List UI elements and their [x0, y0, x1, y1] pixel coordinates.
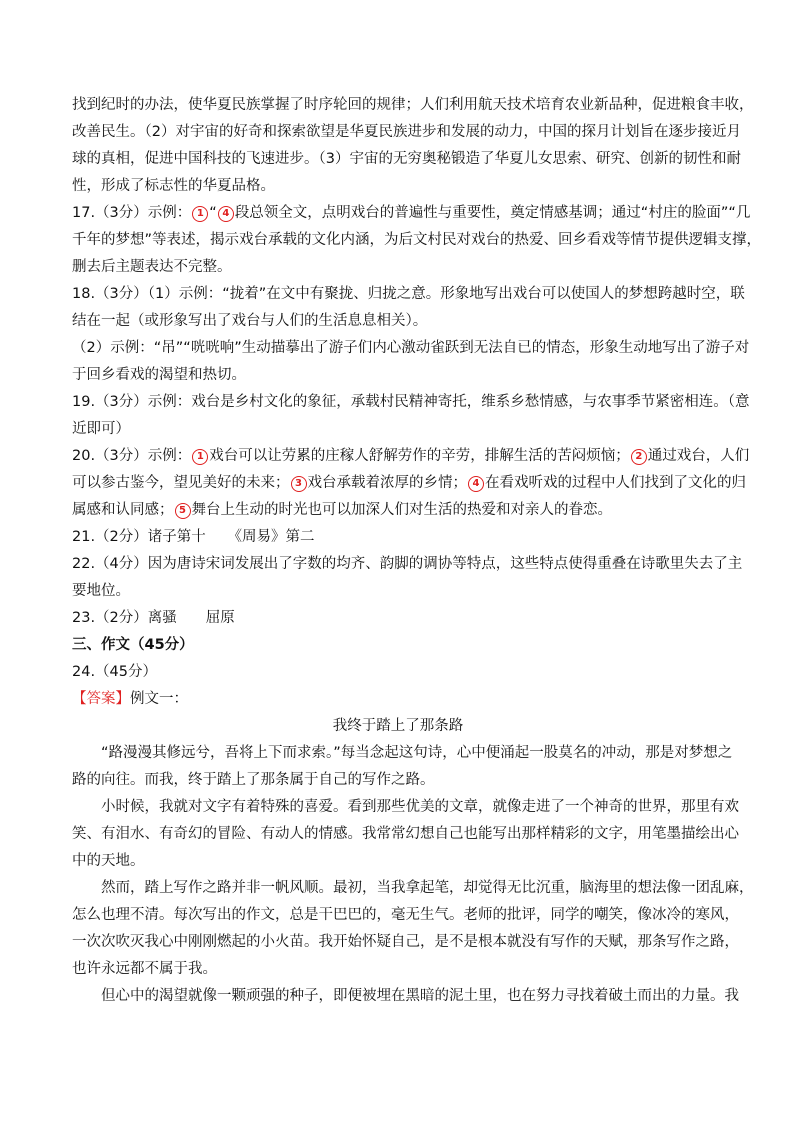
answer-label: 【答案】 — [72, 691, 130, 707]
q20-text: 可以参古鉴今，望见美好的未来； — [72, 475, 290, 491]
q20-line — [72, 470, 746, 497]
text-line: 21.（2分）诸子第十 《周易》第二 — [72, 529, 315, 545]
text-line: 性，形成了标志性的华夏品格。 — [72, 178, 275, 194]
text-line: 18.（3分）（1）示例：“拢着”在文中有聚拢、归拢之意。形象地写出戏台可以使国人的梦想跨越时空，联 — [72, 286, 745, 302]
q20-head: 20.（3分）示例： — [72, 448, 192, 464]
text-line: 改善民生。（2）对宇宙的好奇和探索欲望是华夏民族进步和发展的动力，中国的探月计划旨在逐步接近月 — [72, 124, 741, 140]
circled-number: 3 — [291, 476, 307, 492]
text-line: 要地位。 — [72, 583, 130, 599]
q20-text: 舞台上生动的时光也可以加深人们对生活的热爱和对亲人的眷恋。 — [191, 502, 612, 518]
text-line: 19.（3分）示例：戏台是乡村文化的象征，承载村民精神寄托，维系乡愁情感，与农事季节紧密相连。（意 — [72, 394, 750, 410]
circled-number: 1 — [192, 449, 208, 465]
q20-text: 通过戏台，人们 — [647, 448, 750, 464]
text-line: 找到纪时的办法，使华夏民族掌握了时序轮回的规律；人们利用航天技术培育农业新品种，促进粮食丰收， — [72, 97, 754, 113]
text-line: 千年的梦想”等表述，揭示戏台承载的文化内涵，为后文村民对戏台的热爱、回乡看戏等情节提供逻辑支撑， — [72, 232, 762, 248]
essay-line: 然而，踏上写作之路并非一帆风顺。最初，当我拿起笔，却觉得无比沉重，脑海里的想法像一团乱麻， — [101, 880, 754, 896]
section-heading: 三、作文（45分） — [72, 637, 194, 653]
q20-line — [72, 497, 724, 524]
answer-text: 例文一： — [130, 691, 188, 707]
text-line: 22.（4分）因为唐诗宋词发展出了字数的均齐、韵脚的调协等特点，这些特点使得重叠在诗歌里失去了主 — [72, 556, 743, 572]
essay-line: “路漫漫其修远兮，吾将上下而求索。”每当念起这句诗，心中便涌起一股莫名的冲动，那是对梦想之 — [101, 745, 733, 761]
text-line: 24.（45分） — [72, 664, 158, 680]
essay-line: 也许永远都不属于我。 — [72, 961, 217, 977]
text-line: 球的真相，促进中国科技的飞速进步。（3）宇宙的无穷奥秘锻造了华夏儿女思索、研究、创新的韧性和耐 — [72, 151, 741, 167]
text-line: （2）示例：“吊”“咣咣响”生动描摹出了游子们内心激动雀跃到无法自已的情态，形象生动地写出了游子对 — [72, 340, 750, 356]
q17-text: 段总领全文，点明戏台的普遍性与重要性，奠定情感基调；通过“村庄的脸面”“几 — [234, 205, 751, 221]
circled-number: 1 — [192, 206, 208, 222]
essay-line: 路的向往。而我，终于踏上了那条属于自己的写作之路。 — [72, 772, 435, 788]
essay-line: 小时候，我就对文字有着特殊的喜爱。看到那些优美的文章，就像走进了一个神奇的世界，那里有欢 — [101, 799, 739, 815]
circled-number: 4 — [218, 206, 234, 222]
q20-text: 属感和认同感； — [72, 502, 174, 518]
q17-head: 17.（3分）示例： — [72, 205, 192, 221]
quote-mark: “ — [209, 205, 217, 221]
q17-line — [72, 200, 751, 227]
answer-line — [72, 686, 724, 713]
essay-line: 但心中的渴望就像一颗顽强的种子，即便被埋在黑暗的泥土里，也在努力寻找着破土而出的力量。我 — [101, 988, 739, 1004]
document-page — [72, 92, 762, 1010]
q20-text: 戏台承载着浓厚的乡情； — [307, 475, 467, 491]
q20-text: 在看戏听戏的过程中人们找到了文化的归 — [485, 475, 746, 491]
text-line: 结在一起（或形象写出了戏台与人们的生活息息相关）。 — [72, 313, 428, 329]
circled-number: 5 — [175, 503, 191, 519]
circled-number: 4 — [468, 476, 484, 492]
text-line: 删去后主题表达不完整。 — [72, 259, 232, 275]
text-line: 近即可） — [72, 421, 130, 437]
text-line: 23.（2分）离骚 屈原 — [72, 610, 235, 626]
q20-text: 戏台可以让劳累的庄稼人舒解劳作的辛劳，排解生活的苦闷烦恼； — [209, 448, 630, 464]
essay-line: 笑、有泪水、有奇幻的冒险、有动人的情感。我常常幻想自己也能写出那样精彩的文字，用笔墨描绘出心 — [72, 826, 739, 842]
text-line: 于回乡看戏的渴望和热切。 — [72, 367, 246, 383]
q20-line — [72, 443, 750, 470]
essay-line: 中的天地。 — [72, 853, 145, 869]
essay-title: 我终于踏上了那条路 — [332, 718, 464, 734]
essay-line: 怎么也理不清。每次写出的作文，总是干巴巴的，毫无生气。老师的批评，同学的嘲笑，像冰冷的寒风， — [72, 907, 739, 923]
essay-line: 一次次吹灭我心中刚刚燃起的小火苗。我开始怀疑自己，是不是根本就没有写作的天赋，那条写作之路， — [72, 934, 739, 950]
circled-number: 2 — [631, 449, 647, 465]
